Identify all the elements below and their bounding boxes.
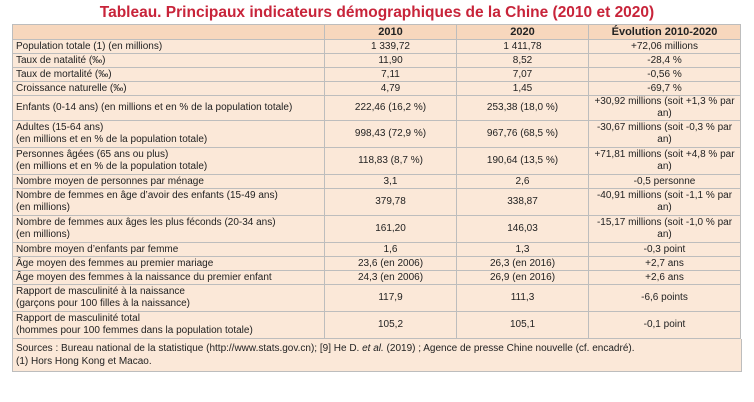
indicator-label [13, 68, 325, 82]
value-2010: 7,11 [325, 68, 457, 82]
value-2020: 338,87 [457, 189, 589, 216]
indicator-label-line: Nombre de femmes en âge d’avoir des enfants (15-49 ans) [16, 190, 278, 201]
value-2020: 253,38 (18,0 %) [457, 96, 589, 121]
demographics-table [12, 24, 741, 339]
indicator-label-line: Âge moyen des femmes au premier mariage [16, 257, 214, 269]
indicator-label [13, 82, 325, 96]
indicator-label-line: (en millions et en % de la population totale) [16, 134, 208, 145]
value-2020: 1 411,78 [457, 40, 589, 54]
value-2020: 146,03 [457, 216, 589, 243]
footnote: (1) Hors Hong Kong et Macao. [16, 356, 152, 367]
value-evolution: +72,06 millions [589, 40, 741, 54]
indicator-label-line: (en millions et en % de la population totale) [16, 161, 208, 172]
value-2010: 117,9 [325, 285, 457, 312]
table-row [13, 96, 741, 121]
indicator-label-line: Taux de natalité (‰) [16, 54, 106, 66]
indicator-label-line: Rapport de masculinité total [16, 313, 140, 324]
value-evolution: -0,3 point [589, 243, 741, 257]
sources-note [12, 339, 742, 372]
value-2020: 26,9 (en 2016) [457, 271, 589, 285]
indicator-label [13, 96, 325, 121]
value-2010: 105,2 [325, 312, 457, 339]
value-2020: 8,52 [457, 54, 589, 68]
table-row [13, 40, 741, 54]
table-row [13, 82, 741, 96]
indicator-label-line: Adultes (15-64 ans) [16, 122, 104, 133]
value-evolution: -0,1 point [589, 312, 741, 339]
value-2020: 1,45 [457, 82, 589, 96]
indicator-label [13, 216, 325, 243]
table-body [13, 40, 741, 339]
value-2010: 1 339,72 [325, 40, 457, 54]
table-row [13, 216, 741, 243]
value-2010: 118,83 (8,7 %) [325, 148, 457, 175]
indicator-label-line: Nombre moyen de personnes par ménage [16, 175, 204, 187]
table-row [13, 285, 741, 312]
table-row [13, 257, 741, 271]
indicator-label-line: (hommes pour 100 femmes dans la population totale) [16, 325, 253, 336]
header-2010: 2010 [325, 25, 457, 40]
indicator-label [13, 148, 325, 175]
indicator-label-line: Enfants (0-14 ans) (en millions et en % de la population totale) [16, 102, 293, 113]
indicator-label-line: Âge moyen des femmes à la naissance du premier enfant [16, 271, 272, 283]
indicator-label [13, 285, 325, 312]
table-row [13, 175, 741, 189]
value-2020: 967,76 (68,5 %) [457, 121, 589, 148]
indicator-label-line: Nombre moyen d’enfants par femme [16, 243, 179, 255]
value-2020: 1,3 [457, 243, 589, 257]
sources-italic: et al. [362, 343, 384, 354]
value-evolution: -40,91 millions (soit -1,1 % par an) [589, 189, 741, 216]
value-evolution: +71,81 millions (soit +4,8 % par an) [589, 148, 741, 175]
value-evolution: -15,17 millions (soit -1,0 % par an) [589, 216, 741, 243]
value-2010: 161,20 [325, 216, 457, 243]
header-2020: 2020 [457, 25, 589, 40]
indicator-label [13, 175, 325, 189]
header-indicator [13, 25, 325, 40]
table-title: Tableau. Principaux indicateurs démographiques de la Chine (2010 et 2020) [99, 4, 655, 21]
sources-text-end: (2019) ; Agence de presse Chine nouvelle (cf. encadré). [383, 343, 635, 354]
value-evolution: +2,6 ans [589, 271, 741, 285]
value-2010: 24,3 (en 2006) [325, 271, 457, 285]
value-2020: 26,3 (en 2016) [457, 257, 589, 271]
table-row [13, 68, 741, 82]
table-row [13, 189, 741, 216]
indicator-label [13, 243, 325, 257]
value-2020: 111,3 [457, 285, 589, 312]
table-header-row [13, 25, 741, 40]
indicator-label-line: Rapport de masculinité à la naissance [16, 286, 185, 297]
value-2020: 7,07 [457, 68, 589, 82]
value-2020: 105,1 [457, 312, 589, 339]
table-row [13, 312, 741, 339]
indicator-label-line: Croissance naturelle (‰) [16, 82, 127, 94]
value-evolution: -69,7 % [589, 82, 741, 96]
value-2010: 11,90 [325, 54, 457, 68]
table-row [13, 271, 741, 285]
value-evolution: -28,4 % [589, 54, 741, 68]
indicator-label [13, 121, 325, 148]
value-2010: 3,1 [325, 175, 457, 189]
value-2010: 4,79 [325, 82, 457, 96]
value-evolution: -0,5 personne [589, 175, 741, 189]
indicator-label [13, 271, 325, 285]
indicator-label-line: Personnes âgées (65 ans ou plus) [16, 149, 169, 160]
value-2010: 998,43 (72,9 %) [325, 121, 457, 148]
value-evolution: +30,92 millions (soit +1,3 % par an) [589, 96, 741, 121]
value-2020: 190,64 (13,5 %) [457, 148, 589, 175]
table-row [13, 121, 741, 148]
table-row [13, 54, 741, 68]
value-2010: 1,6 [325, 243, 457, 257]
value-evolution: +2,7 ans [589, 257, 741, 271]
value-evolution: -6,6 points [589, 285, 741, 312]
sources-text: Sources : Bureau national de la statistique (http://www.stats.gov.cn); [9] He D. [16, 343, 363, 354]
value-2020: 2,6 [457, 175, 589, 189]
table-row [13, 148, 741, 175]
value-2010: 379,78 [325, 189, 457, 216]
indicator-label [13, 189, 325, 216]
indicator-label-line: (en millions) [16, 229, 70, 240]
value-2010: 222,46 (16,2 %) [325, 96, 457, 121]
indicator-label [13, 40, 325, 54]
value-evolution: -0,56 % [589, 68, 741, 82]
indicator-label [13, 257, 325, 271]
header-evolution: Évolution 2010-2020 [589, 25, 741, 40]
indicator-label-line: Taux de mortalité (‰) [16, 68, 112, 80]
indicator-label [13, 54, 325, 68]
value-evolution: -30,67 millions (soit -0,3 % par an) [589, 121, 741, 148]
indicator-label [13, 312, 325, 339]
indicator-label-line: (garçons pour 100 filles à la naissance) [16, 298, 190, 309]
indicator-label-line: Nombre de femmes aux âges les plus féconds (20-34 ans) [16, 217, 276, 228]
indicator-label-line: (en millions) [16, 202, 70, 213]
sources-line [16, 342, 738, 355]
indicator-label-line: Population totale (1) (en millions) [16, 40, 163, 52]
table-row [13, 243, 741, 257]
value-2010: 23,6 (en 2006) [325, 257, 457, 271]
